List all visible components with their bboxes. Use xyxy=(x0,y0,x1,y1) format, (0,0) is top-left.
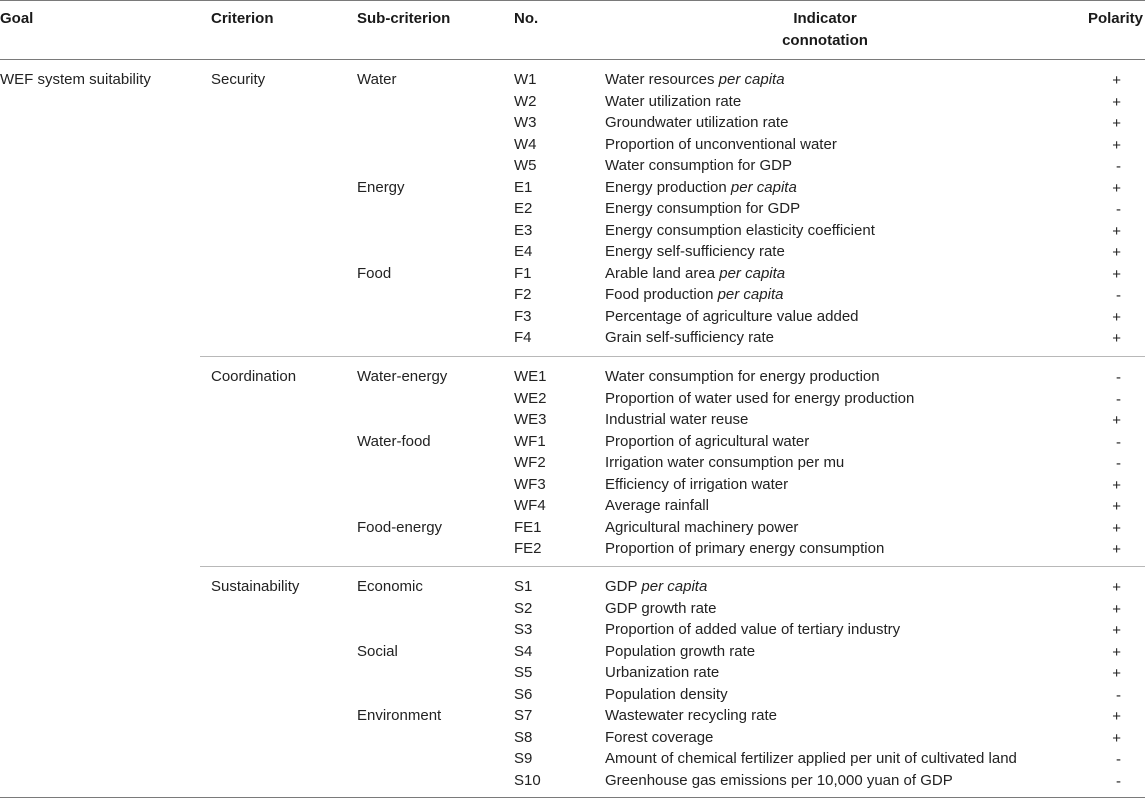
indicator-text: Urbanization rate xyxy=(605,664,720,681)
header-criterion: Criterion xyxy=(211,10,274,27)
polarity-cell: + xyxy=(1112,179,1121,197)
header-bottom-rule xyxy=(0,59,1145,60)
indicator-text-italic: per capita xyxy=(719,264,786,282)
polarity-cell: + xyxy=(1112,541,1121,558)
indicator-connotation xyxy=(605,540,884,558)
indicator-connotation xyxy=(605,71,785,89)
polarity-cell: - xyxy=(1116,686,1121,704)
indicator-connotation xyxy=(605,497,709,515)
header-indicator-line2: connotation xyxy=(782,32,868,49)
indicator-text: Water utilization rate xyxy=(605,92,742,110)
polarity-cell: + xyxy=(1112,643,1121,661)
indicator-connotation xyxy=(605,308,859,326)
indicator-connotation xyxy=(605,750,1017,768)
indicator-connotation xyxy=(605,433,809,451)
polarity-cell: + xyxy=(1112,729,1121,747)
criterion-cell: Security xyxy=(211,71,266,88)
polarity-cell: - xyxy=(1116,772,1121,790)
sub-criterion-cell: Water-energy xyxy=(357,368,448,385)
indicator-text: Energy consumption elasticity coefficient xyxy=(605,221,875,239)
indicator-text: Proportion of unconventional water xyxy=(605,135,837,153)
indicator-number: W1 xyxy=(514,71,537,88)
indicator-number: WE2 xyxy=(514,389,547,407)
sub-criterion-cell: Food xyxy=(357,264,392,282)
polarity-cell: + xyxy=(1112,222,1121,240)
indicator-text: Percentage of agriculture value added xyxy=(605,307,859,325)
indicator-text-italic: per capita xyxy=(718,71,785,88)
indicator-number: WE3 xyxy=(514,411,547,428)
indicator-connotation xyxy=(605,686,728,704)
indicator-number: S8 xyxy=(514,728,533,746)
indicator-number: E2 xyxy=(514,200,533,217)
polarity-cell: - xyxy=(1116,433,1121,451)
indicator-number: E4 xyxy=(514,243,533,260)
indicator-connotation xyxy=(605,729,713,747)
header-sub-criterion: Sub-criterion xyxy=(357,10,451,27)
indicator-connotation xyxy=(605,519,798,537)
indicator-number: S7 xyxy=(514,707,533,724)
goal-cell: WEF system suitability xyxy=(0,71,151,88)
polarity-cell: + xyxy=(1112,600,1121,618)
indicator-text: Water resources xyxy=(605,71,719,88)
indicator-text: Energy production xyxy=(605,178,731,196)
indicator-number: S1 xyxy=(514,578,533,595)
group-divider xyxy=(200,566,1145,567)
indicator-connotation xyxy=(605,114,788,132)
indicator-number: S5 xyxy=(514,664,533,681)
polarity-cell: + xyxy=(1112,498,1121,515)
polarity-cell: - xyxy=(1116,751,1121,768)
indicator-connotation xyxy=(605,600,716,618)
indicator-text: Population density xyxy=(605,685,728,703)
indicator-text: Proportion of water used for energy production xyxy=(605,389,915,407)
header-indicator-line1: Indicator xyxy=(793,10,857,27)
indicator-number: WF3 xyxy=(514,475,546,493)
polarity-cell: + xyxy=(1112,93,1121,111)
polarity-cell: + xyxy=(1112,115,1121,132)
polarity-cell: + xyxy=(1112,476,1121,494)
indicator-number: F3 xyxy=(514,307,532,325)
polarity-cell: + xyxy=(1112,72,1121,89)
polarity-cell: - xyxy=(1116,287,1121,304)
header-no: No. xyxy=(514,10,539,27)
indicator-number: FE1 xyxy=(514,518,542,536)
indicator-connotation xyxy=(605,136,837,154)
indicator-number: WE1 xyxy=(514,368,547,385)
polarity-cell: - xyxy=(1116,390,1121,408)
indicator-number: W3 xyxy=(514,114,537,131)
indicator-number: E3 xyxy=(514,221,533,239)
indicator-number: W2 xyxy=(514,92,537,110)
sub-criterion-cell: Water xyxy=(357,71,397,88)
table-bottom-rule xyxy=(0,797,1145,798)
indicator-number: WF4 xyxy=(514,497,546,514)
indicator-number: S3 xyxy=(514,621,533,638)
indicator-text: Average rainfall xyxy=(605,497,709,514)
indicator-text: Amount of chemical fertilizer applied per unit of cultivated land xyxy=(605,750,1017,767)
indicator-text: Groundwater utilization rate xyxy=(605,114,789,131)
indicator-connotation xyxy=(605,476,788,494)
sub-criterion-cell: Economic xyxy=(357,578,423,595)
polarity-cell: + xyxy=(1112,136,1121,154)
table-top-rule xyxy=(0,0,1145,1)
group-divider xyxy=(200,356,1145,357)
indicator-connotation xyxy=(605,200,800,218)
indicator-number: W5 xyxy=(514,157,537,174)
criterion-cell: Sustainability xyxy=(211,578,300,595)
indicator-connotation xyxy=(605,643,755,661)
indicator-text: Forest coverage xyxy=(605,728,714,746)
polarity-cell: + xyxy=(1112,265,1121,283)
indicator-number: F2 xyxy=(514,286,532,303)
indicator-text: Efficiency of irrigation water xyxy=(605,475,789,493)
polarity-cell: - xyxy=(1116,158,1121,175)
indicator-text: Grain self-sufficiency rate xyxy=(605,329,774,346)
indicator-text: Water consumption for GDP xyxy=(605,157,793,174)
indicator-connotation xyxy=(605,707,777,725)
indicator-connotation xyxy=(605,368,880,386)
indicator-text: GDP xyxy=(605,578,642,595)
indicator-number: WF2 xyxy=(514,454,546,471)
header-goal: Goal xyxy=(0,10,34,27)
indicator-text-italic: per capita xyxy=(717,286,784,303)
polarity-cell: + xyxy=(1112,665,1121,682)
indicator-text: Agricultural machinery power xyxy=(605,518,799,536)
indicator-connotation xyxy=(605,329,774,347)
polarity-cell: - xyxy=(1116,201,1121,218)
indicator-text: Water consumption for energy production xyxy=(605,368,880,385)
polarity-cell: + xyxy=(1112,622,1121,639)
indicator-number: E1 xyxy=(514,178,533,196)
polarity-cell: + xyxy=(1112,579,1121,596)
indicator-number: S9 xyxy=(514,750,533,767)
indicator-number: FE2 xyxy=(514,540,542,557)
indicator-text-italic: per capita xyxy=(730,178,797,196)
indicator-number: F4 xyxy=(514,329,532,346)
indicator-connotation xyxy=(605,222,875,240)
indicator-text: Food production xyxy=(605,286,718,303)
indicator-connotation xyxy=(605,621,900,639)
polarity-cell: + xyxy=(1112,412,1121,429)
indicator-text: Proportion of added value of tertiary industry xyxy=(605,621,901,638)
indicator-text: Energy consumption for GDP xyxy=(605,200,801,217)
indicator-text: Greenhouse gas emissions per 10,000 yuan of GDP xyxy=(605,771,953,789)
indicator-connotation xyxy=(605,454,844,472)
indicator-connotation xyxy=(605,390,914,408)
indicator-text: Proportion of agricultural water xyxy=(605,432,810,450)
indicator-connotation xyxy=(605,243,785,261)
indicator-text: Arable land area xyxy=(605,264,720,282)
indicator-connotation xyxy=(605,772,953,790)
indicator-connotation xyxy=(605,664,719,682)
indicator-number: F1 xyxy=(514,264,532,282)
polarity-cell: - xyxy=(1116,455,1121,472)
polarity-cell: + xyxy=(1112,308,1121,326)
indicator-number: WF1 xyxy=(514,432,546,450)
sub-criterion-cell: Water-food xyxy=(357,432,431,450)
indicator-number: S4 xyxy=(514,642,533,660)
polarity-cell: + xyxy=(1112,519,1121,537)
indicator-text: Energy self-sufficiency rate xyxy=(605,243,785,260)
indicator-number: S6 xyxy=(514,685,533,703)
indicator-connotation xyxy=(605,93,741,111)
indicator-text: Proportion of primary energy consumption xyxy=(605,540,885,557)
indicator-number: S2 xyxy=(514,599,533,617)
sub-criterion-cell: Social xyxy=(357,642,398,660)
indicator-text-italic: per capita xyxy=(641,578,708,595)
indicator-text: Irrigation water consumption per mu xyxy=(605,454,845,471)
header-polarity: Polarity xyxy=(1087,10,1143,27)
sub-criterion-cell: Food-energy xyxy=(357,518,443,536)
indicator-number: W4 xyxy=(514,135,537,153)
indicator-connotation xyxy=(605,157,792,175)
indicator-connotation xyxy=(605,179,797,197)
polarity-cell: - xyxy=(1116,369,1121,386)
indicator-connotation xyxy=(605,286,783,304)
polarity-cell: + xyxy=(1112,330,1121,347)
indicator-connotation xyxy=(605,578,707,596)
indicator-connotation xyxy=(605,265,785,283)
polarity-cell: + xyxy=(1112,708,1121,725)
sub-criterion-cell: Energy xyxy=(357,178,405,196)
indicator-number: S10 xyxy=(514,771,541,789)
indicator-text: GDP growth rate xyxy=(605,599,717,617)
indicator-text: Wastewater recycling rate xyxy=(605,707,778,724)
indicator-text: Population growth rate xyxy=(605,642,756,660)
indicator-connotation xyxy=(605,411,748,429)
polarity-cell: + xyxy=(1112,244,1121,261)
sub-criterion-cell: Environment xyxy=(357,707,442,724)
indicator-text: Industrial water reuse xyxy=(605,411,749,428)
criterion-cell: Coordination xyxy=(211,368,297,385)
